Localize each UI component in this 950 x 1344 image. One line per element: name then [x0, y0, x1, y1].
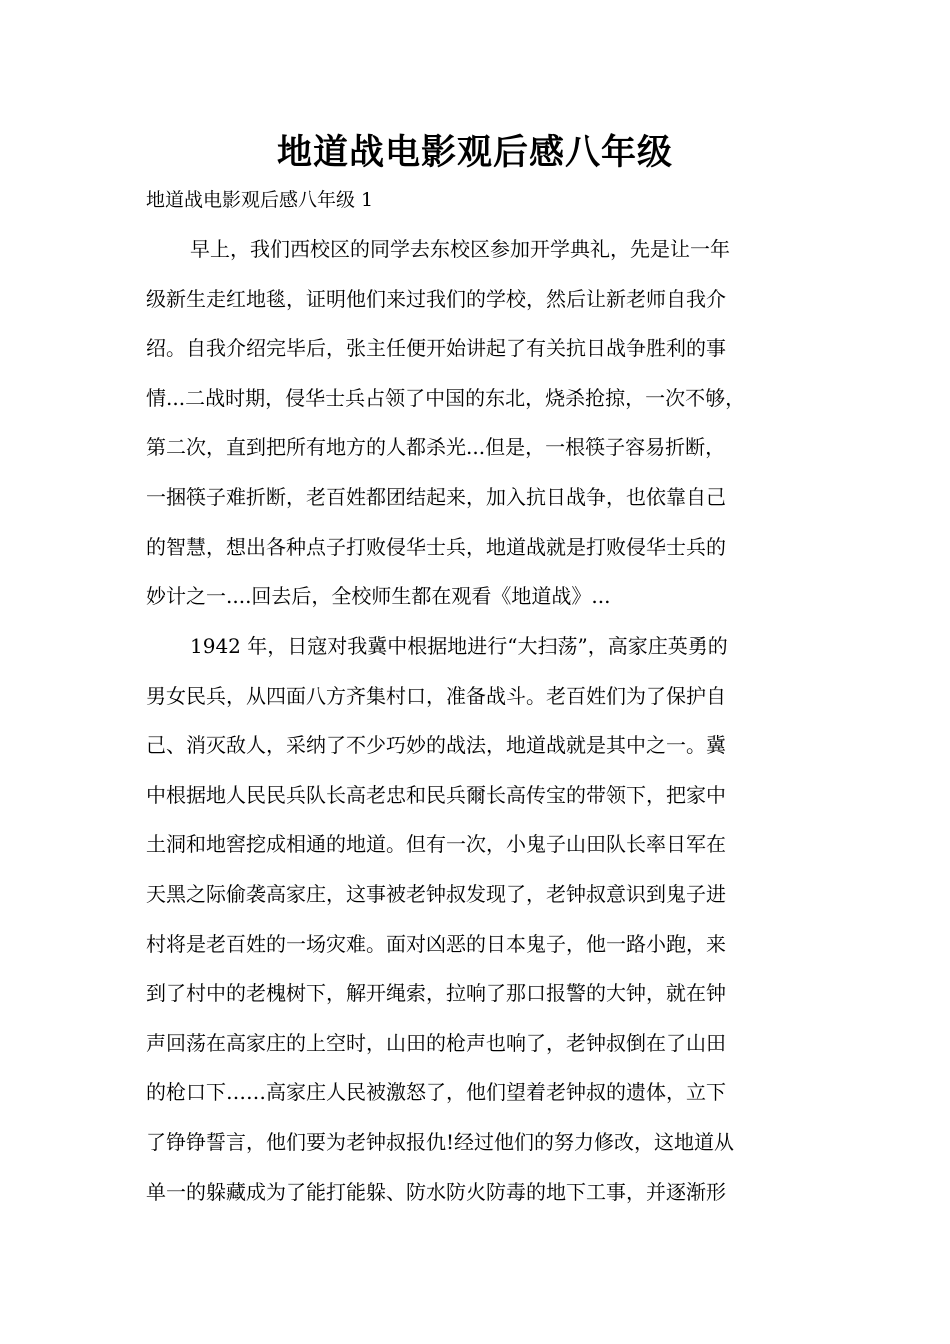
paragraph-line: 绍。自我介绍完毕后，张主任便开始讲起了有关抗日战争胜利的事 [146, 336, 726, 361]
paragraph-1 [146, 225, 826, 622]
paragraph-line: 一捆筷子难折断，老百姓都团结起来，加入抗日战争，也依靠自己 [146, 484, 726, 509]
paragraph-line: 级新生走红地毯，证明他们来过我们的学校，然后让新老师自我介 [146, 286, 726, 311]
paragraph-line: 天黑之际偷袭高家庄，这事被老钟叔发现了，老钟叔意识到鬼子进 [146, 881, 726, 906]
document-subheading: 地道战电影观后感八年级 1 [146, 189, 374, 211]
paragraph-line: 早上，我们西校区的同学去东校区参加开学典礼，先是让一年 [190, 237, 730, 261]
document-title: 地道战电影观后感八年级 [276, 133, 673, 173]
paragraph-line: 的枪口下……高家庄人民被激怒了，他们望着老钟叔的遗体，立下 [146, 1080, 726, 1105]
paragraph-line: 了铮铮誓言，他们要为老钟叔报仇!经过他们的努力修改，这地道从 [146, 1129, 735, 1154]
paragraph-line: 第二次，直到把所有地方的人都杀光...但是，一根筷子容易折断， [146, 435, 726, 460]
paragraph-line: 声回荡在高家庄的上空时，山田的枪声也响了，老钟叔倒在了山田 [146, 1030, 726, 1055]
paragraph-line: 到了村中的老槐树下，解开绳索，拉响了那口报警的大钟，就在钟 [146, 981, 726, 1006]
paragraph-line: 妙计之一....回去后，全校师生都在观看《地道战》... [146, 584, 611, 609]
paragraph-line: 村将是老百姓的一场灾难。面对凶恶的日本鬼子，他一路小跑，来 [146, 931, 726, 956]
paragraph-line: 单一的躲藏成为了能打能躲、防水防火防毒的地下工事，并逐渐形 [146, 1179, 726, 1204]
paragraph-2 [146, 622, 826, 1217]
paragraph-line: 男女民兵，从四面八方齐集村口，准备战斗。老百姓们为了保护自 [146, 683, 726, 708]
paragraph-line: 情...二战时期，侵华士兵占领了中国的东北，烧杀抢掠，一次不够， [146, 385, 746, 410]
paragraph-line: 的智慧，想出各种点子打败侵华士兵，地道战就是打败侵华士兵的 [146, 534, 726, 559]
paragraph-line: 土洞和地窖挖成相通的地道。但有一次，小鬼子山田队长率日军在 [146, 832, 726, 857]
paragraph-line: 1942 年，日寇对我冀中根据地进行“大扫荡”，高家庄英勇的 [190, 634, 728, 658]
paragraph-line: 己、消灭敌人，采纳了不少巧妙的战法，地道战就是其中之一。冀 [146, 733, 726, 758]
paragraph-line: 中根据地人民民兵队长高老忠和民兵爾长高传宝的带领下，把家中 [146, 782, 726, 807]
